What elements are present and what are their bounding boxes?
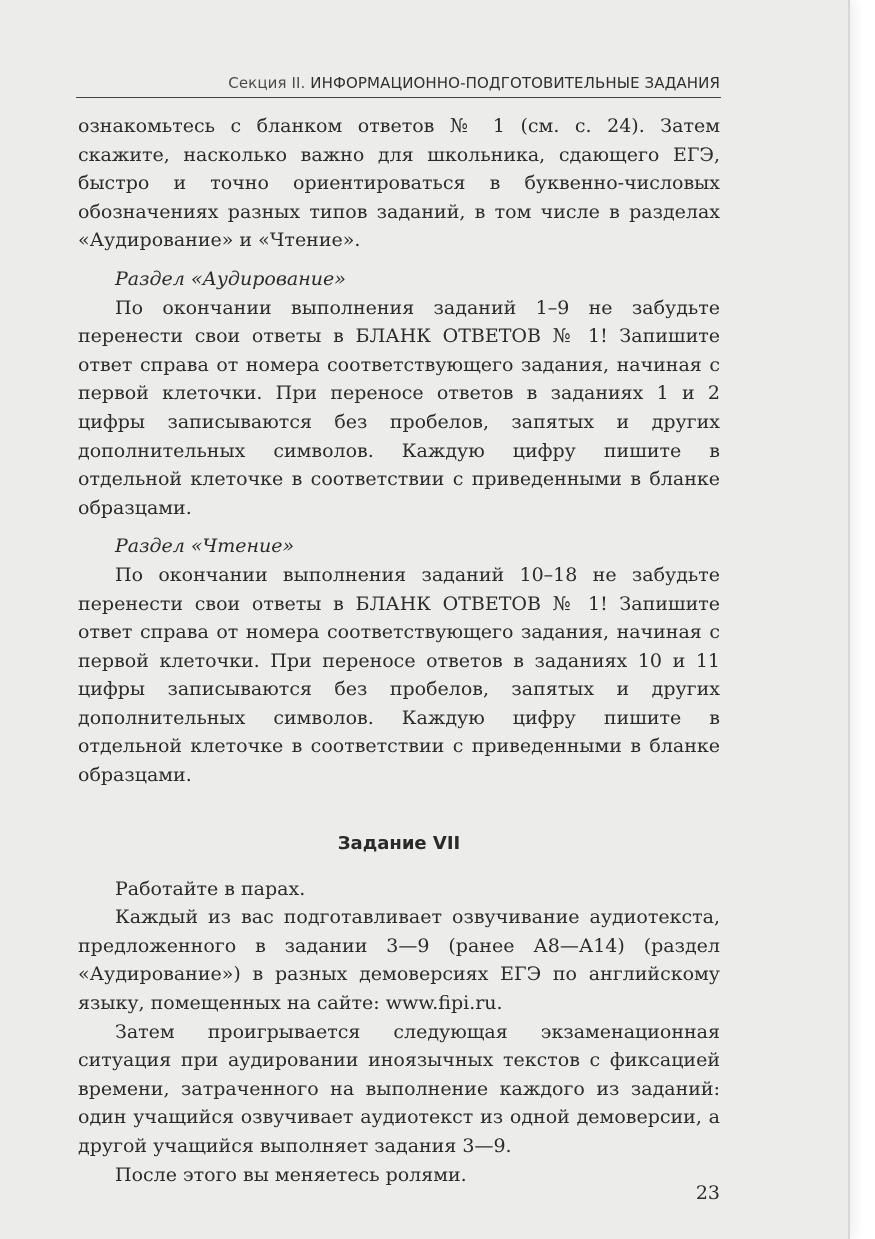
page-number: 23 bbox=[695, 1182, 720, 1204]
task-paragraph-1: Работайте в парах. bbox=[115, 877, 306, 900]
running-header bbox=[78, 74, 720, 92]
task-paragraph-4: После этого вы меняетесь ролями. bbox=[115, 1163, 467, 1186]
header-rule bbox=[76, 97, 721, 98]
page-body bbox=[78, 112, 720, 1189]
task-paragraph-2: Каждый из вас подготавливает озвучивание аудиотекста, предложенного в задании 3—9 (ранее А8—А14) (раздел «Аудирование») в разных демоверсиях ЕГЭ по английскому языку, помещенных на сайте: www.fipi.ru. bbox=[78, 906, 720, 1015]
reading-section-text: По окончании выполнения заданий 10–18 не забудьте перенести свои ответы в БЛАНК ОТВЕТОВ № 1! Запишите ответ справа от номера соответствующего задания, начиная с первой клеточки. При переносе ответов в заданиях 10 и 11 цифры записываются без пробелов, запятых и других дополнительных символов. Каждую цифру пишите в отдельной клеточке в соответствии с приведенными в бланке образцами. bbox=[78, 563, 720, 787]
section-title: ИНФОРМАЦИОННО-ПОДГОТОВИТЕЛЬНЫЕ ЗАДАНИЯ bbox=[310, 74, 720, 92]
section-prefix: Секция II. bbox=[228, 74, 306, 92]
task-title: Задание VII bbox=[337, 832, 461, 854]
task-paragraph-3: Затем проигрывается следующая экзаменационная ситуация при аудировании иноязычных текстов с фиксацией времени, затраченного на выполнение каждого из заданий: один учащийся озвучивает аудиотекст из одной демоверсии, а другой учащийся выполняет задания 3—9. bbox=[78, 1020, 720, 1157]
listening-section-heading: Раздел «Аудирование» bbox=[115, 267, 346, 290]
intro-paragraph: ознакомьтесь с бланком ответов № 1 (см. с. 24). Затем скажите, насколько важно для школьника, сдающего ЕГЭ, быстро и точно ориентироваться в буквенно-числовых обозначениях разных типов заданий, в том числе в разделах «Аудирование» и «Чтение». bbox=[78, 115, 720, 252]
reading-section-heading: Раздел «Чтение» bbox=[115, 535, 295, 558]
listening-section-text: По окончании выполнения заданий 1–9 не забудьте перенести свои ответы в БЛАНК ОТВЕТОВ № 1! Запишите ответ справа от номера соответствующего задания, начиная с первой клеточки. При переносе ответов в заданиях 1 и 2 цифры записываются без пробелов, запятых и других дополнительных символов. Каждую цифру пишите в отдельной клеточке в соответствии с приведенными в бланке образцами. bbox=[78, 296, 720, 519]
